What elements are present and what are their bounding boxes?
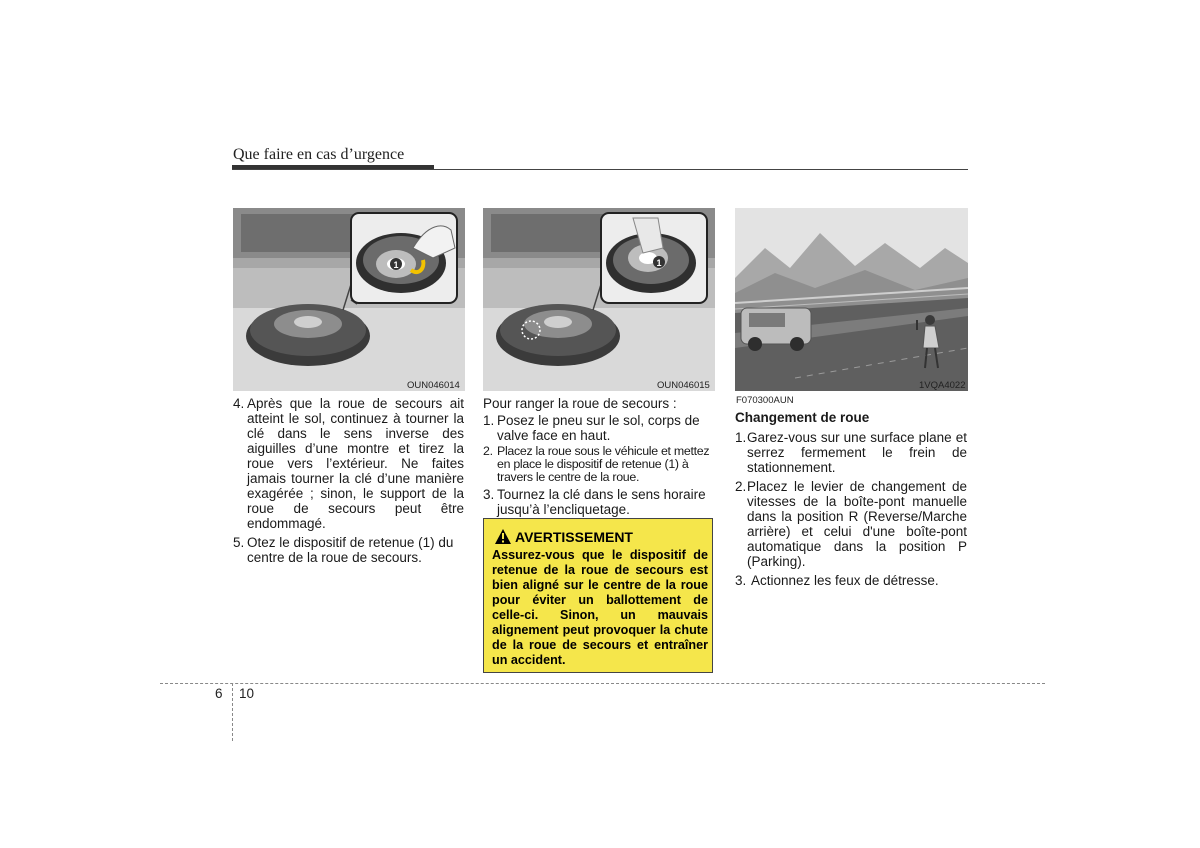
list-text: Garez-vous sur une surface plane et serrez fermement le frein de stationnement. bbox=[747, 430, 967, 475]
list-number: 3. bbox=[735, 573, 747, 588]
list-number: 1. bbox=[483, 413, 495, 428]
spare-wheel-storage-illustration bbox=[483, 208, 715, 391]
figure-spare-wheel-removal bbox=[233, 208, 465, 391]
list-number: 2. bbox=[483, 444, 493, 458]
callout-1-label: 1 bbox=[393, 260, 399, 270]
warning-triangle-icon bbox=[495, 529, 511, 544]
list-text: Placez le levier de changement de vitesses de la boîte-pont manuelle dans la position R (Reverse/Marche arrière) et celui d'une boîte-pont automatique dans la position P (Parking). bbox=[747, 479, 967, 569]
list-item bbox=[735, 573, 967, 588]
warning-text: Assurez-vous que le dispositif de retenue de la roue de secours est bien aligné sur le centre de la roue pour éviter un ballottement de celle-ci. Sinon, un mauvais alignement peut provoquer la chute de la roue de secours et entraîner un accident. bbox=[492, 548, 708, 667]
figure-spare-wheel-storage bbox=[483, 208, 715, 391]
section-title: Que faire en cas d’urgence bbox=[233, 146, 405, 163]
column-1-text bbox=[233, 396, 464, 565]
chapter-number: 6 bbox=[215, 686, 223, 701]
list-item bbox=[483, 413, 715, 443]
roadside-illustration bbox=[735, 208, 968, 391]
list-text: Posez le pneu sur le sol, corps de valve face en haut. bbox=[497, 413, 700, 443]
list-item bbox=[483, 487, 715, 517]
list-text: Otez le dispositif de retenue (1) du centre de la roue de secours. bbox=[247, 535, 454, 565]
list-item bbox=[233, 396, 464, 531]
list-number: 3. bbox=[483, 487, 495, 502]
header-rule bbox=[232, 169, 968, 170]
list-text: Tournez la clé dans le sens horaire jusqu’à l’encliquetage. bbox=[497, 487, 706, 517]
list-number: 2. bbox=[735, 479, 747, 494]
column-3-text bbox=[735, 410, 967, 588]
figure-reference: F070300AUN bbox=[736, 395, 794, 406]
list-item bbox=[735, 430, 967, 475]
list-number: 4. bbox=[233, 396, 245, 411]
list-number: 1. bbox=[735, 430, 747, 445]
intro-text: Pour ranger la roue de secours : bbox=[483, 396, 677, 411]
list-text: Après que la roue de secours ait atteint le sol, continuez à tourner la clé dans le sens inverse des aiguilles d’une montre et tirez la roue vers l’extérieur. Ne faites jamais tourner la clé d’une manière exagérée ; sinon, le support de la roue de secours peut être endommagé. bbox=[247, 396, 464, 531]
list-item bbox=[233, 535, 464, 565]
callout-1-label: 1 bbox=[656, 258, 662, 268]
warning-title: AVERTISSEMENT bbox=[515, 529, 633, 545]
footer-rule bbox=[160, 683, 1045, 684]
figure-roadside-stop bbox=[735, 208, 968, 391]
spare-wheel-removal-illustration bbox=[233, 208, 465, 391]
column-2-text bbox=[483, 396, 715, 517]
page-number: 10 bbox=[239, 686, 255, 701]
section-heading: Changement de roue bbox=[735, 410, 870, 425]
warning-box bbox=[483, 518, 713, 673]
list-number: 5. bbox=[233, 535, 245, 550]
figure-code: 1VQA4022 bbox=[919, 380, 966, 391]
footer-divider bbox=[232, 683, 233, 741]
list-item bbox=[735, 479, 967, 569]
figure-code: OUN046015 bbox=[657, 380, 710, 391]
list-text: Actionnez les feux de détresse. bbox=[751, 573, 939, 588]
list-item bbox=[483, 445, 715, 484]
figure-code: OUN046014 bbox=[407, 380, 460, 391]
list-text: Placez la roue sous le véhicule et mettez en place le dispositif de retenue (1) à travers le centre de la roue. bbox=[497, 444, 710, 484]
